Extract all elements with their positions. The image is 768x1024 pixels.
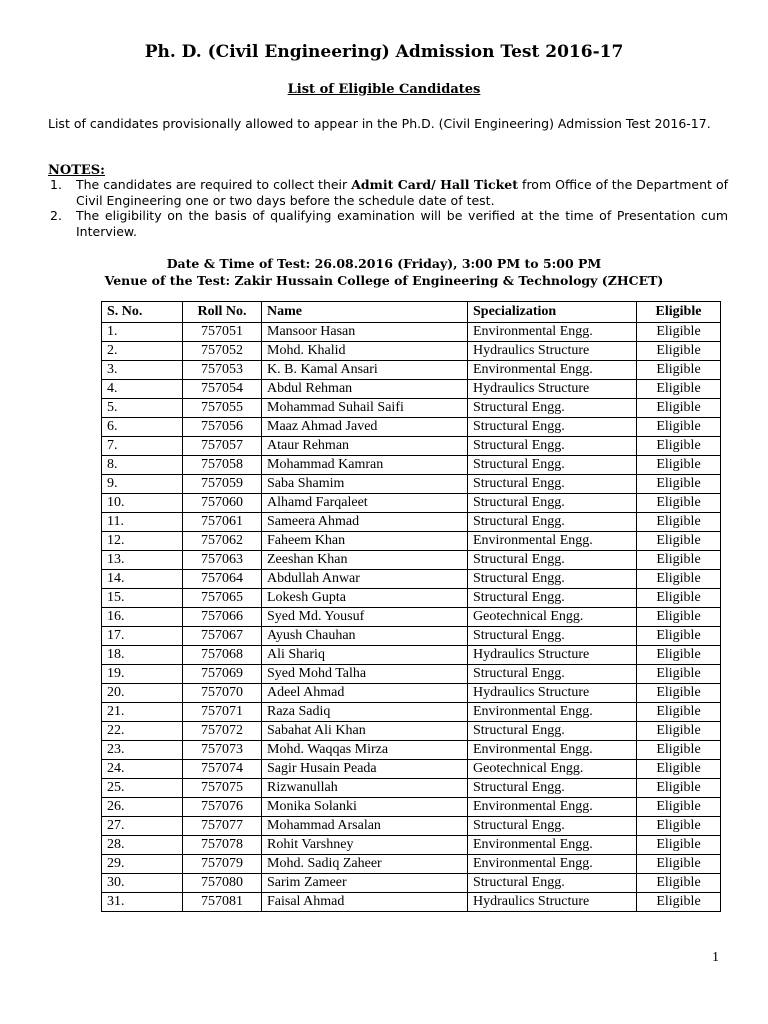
cell-roll-no: 757071 (183, 703, 262, 722)
table-row (102, 779, 721, 798)
cell-sno: 28. (102, 836, 183, 855)
cell-roll-no: 757051 (183, 323, 262, 342)
cell-eligible: Eligible (637, 399, 721, 418)
cell-specialization: Structural Engg. (468, 513, 637, 532)
table-row (102, 532, 721, 551)
cell-sno: 15. (102, 589, 183, 608)
cell-specialization: Environmental Engg. (468, 836, 637, 855)
table-row (102, 608, 721, 627)
cell-eligible: Eligible (637, 684, 721, 703)
cell-name: Abdul Rehman (262, 380, 468, 399)
header-name: Name (262, 302, 468, 323)
note-item (50, 208, 728, 239)
cell-sno: 24. (102, 760, 183, 779)
cell-roll-no: 757068 (183, 646, 262, 665)
cell-specialization: Structural Engg. (468, 456, 637, 475)
note-text: The eligibility on the basis of qualifying examination will be verified at the time of Presentation cum Interview. (76, 208, 728, 239)
table-row (102, 589, 721, 608)
cell-specialization: Hydraulics Structure (468, 893, 637, 912)
cell-roll-no: 757074 (183, 760, 262, 779)
table-row (102, 703, 721, 722)
header-specialization: Specialization (468, 302, 637, 323)
table-row (102, 855, 721, 874)
cell-eligible: Eligible (637, 551, 721, 570)
cell-specialization: Structural Engg. (468, 399, 637, 418)
cell-roll-no: 757054 (183, 380, 262, 399)
cell-specialization: Structural Engg. (468, 475, 637, 494)
cell-eligible: Eligible (637, 836, 721, 855)
table-row (102, 760, 721, 779)
cell-roll-no: 757060 (183, 494, 262, 513)
table-row (102, 361, 721, 380)
cell-sno: 22. (102, 722, 183, 741)
cell-eligible: Eligible (637, 570, 721, 589)
cell-roll-no: 757058 (183, 456, 262, 475)
cell-roll-no: 757080 (183, 874, 262, 893)
cell-name: Raza Sadiq (262, 703, 468, 722)
table-row (102, 342, 721, 361)
cell-eligible: Eligible (637, 494, 721, 513)
cell-name: Sameera Ahmad (262, 513, 468, 532)
cell-roll-no: 757059 (183, 475, 262, 494)
table-row (102, 456, 721, 475)
cell-specialization: Structural Engg. (468, 627, 637, 646)
cell-specialization: Environmental Engg. (468, 798, 637, 817)
cell-sno: 3. (102, 361, 183, 380)
cell-eligible: Eligible (637, 627, 721, 646)
cell-roll-no: 757064 (183, 570, 262, 589)
cell-eligible: Eligible (637, 703, 721, 722)
cell-eligible: Eligible (637, 665, 721, 684)
note-number: 2. (50, 208, 62, 223)
cell-eligible: Eligible (637, 342, 721, 361)
cell-roll-no: 757065 (183, 589, 262, 608)
cell-name: Mohd. Waqqas Mirza (262, 741, 468, 760)
table-row (102, 551, 721, 570)
cell-specialization: Environmental Engg. (468, 532, 637, 551)
cell-eligible: Eligible (637, 855, 721, 874)
table-row (102, 494, 721, 513)
notes-list (50, 177, 728, 239)
cell-sno: 12. (102, 532, 183, 551)
note-item (50, 177, 728, 208)
cell-eligible: Eligible (637, 361, 721, 380)
cell-specialization: Structural Engg. (468, 437, 637, 456)
cell-name: Saba Shamim (262, 475, 468, 494)
cell-sno: 27. (102, 817, 183, 836)
cell-eligible: Eligible (637, 893, 721, 912)
cell-sno: 10. (102, 494, 183, 513)
cell-name: Sarim Zameer (262, 874, 468, 893)
cell-specialization: Structural Engg. (468, 418, 637, 437)
cell-specialization: Structural Engg. (468, 570, 637, 589)
cell-name: Mohammad Kamran (262, 456, 468, 475)
cell-roll-no: 757067 (183, 627, 262, 646)
header-sno: S. No. (102, 302, 183, 323)
cell-specialization: Environmental Engg. (468, 323, 637, 342)
cell-eligible: Eligible (637, 817, 721, 836)
cell-roll-no: 757081 (183, 893, 262, 912)
table-row (102, 418, 721, 437)
table-row (102, 437, 721, 456)
cell-eligible: Eligible (637, 741, 721, 760)
cell-roll-no: 757055 (183, 399, 262, 418)
cell-specialization: Environmental Engg. (468, 703, 637, 722)
note-text: The candidates are required to collect their (76, 177, 352, 192)
cell-name: Mohammad Arsalan (262, 817, 468, 836)
cell-specialization: Environmental Engg. (468, 361, 637, 380)
cell-name: Ayush Chauhan (262, 627, 468, 646)
cell-roll-no: 757078 (183, 836, 262, 855)
table-body (102, 323, 721, 912)
cell-eligible: Eligible (637, 874, 721, 893)
note-emphasis: Admit Card/ Hall Ticket (351, 177, 519, 192)
cell-specialization: Hydraulics Structure (468, 380, 637, 399)
cell-name: Syed Mohd Talha (262, 665, 468, 684)
cell-specialization: Structural Engg. (468, 874, 637, 893)
cell-sno: 5. (102, 399, 183, 418)
cell-name: Abdullah Anwar (262, 570, 468, 589)
cell-sno: 4. (102, 380, 183, 399)
cell-specialization: Structural Engg. (468, 817, 637, 836)
cell-roll-no: 757066 (183, 608, 262, 627)
table-row (102, 323, 721, 342)
cell-sno: 13. (102, 551, 183, 570)
cell-sno: 19. (102, 665, 183, 684)
cell-sno: 20. (102, 684, 183, 703)
cell-specialization: Structural Engg. (468, 589, 637, 608)
cell-name: Lokesh Gupta (262, 589, 468, 608)
cell-eligible: Eligible (637, 456, 721, 475)
cell-roll-no: 757063 (183, 551, 262, 570)
cell-roll-no: 757073 (183, 741, 262, 760)
intro-paragraph: List of candidates provisionally allowed to appear in the Ph.D. (Civil Engineering) Admission Test 2016-17. (48, 116, 711, 131)
candidates-table (101, 301, 721, 912)
cell-sno: 1. (102, 323, 183, 342)
cell-eligible: Eligible (637, 779, 721, 798)
table-row (102, 570, 721, 589)
cell-name: Ali Shariq (262, 646, 468, 665)
cell-sno: 23. (102, 741, 183, 760)
cell-roll-no: 757061 (183, 513, 262, 532)
table-header-row (102, 302, 721, 323)
cell-name: Mohd. Sadiq Zaheer (262, 855, 468, 874)
cell-specialization: Hydraulics Structure (468, 646, 637, 665)
table-row (102, 722, 721, 741)
cell-sno: 11. (102, 513, 183, 532)
cell-specialization: Environmental Engg. (468, 855, 637, 874)
cell-name: Mansoor Hasan (262, 323, 468, 342)
table-row (102, 798, 721, 817)
cell-roll-no: 757052 (183, 342, 262, 361)
table-row (102, 475, 721, 494)
cell-sno: 9. (102, 475, 183, 494)
cell-sno: 6. (102, 418, 183, 437)
table-row (102, 836, 721, 855)
table-row (102, 646, 721, 665)
cell-roll-no: 757070 (183, 684, 262, 703)
cell-name: Sagir Husain Peada (262, 760, 468, 779)
cell-name: Monika Solanki (262, 798, 468, 817)
cell-eligible: Eligible (637, 418, 721, 437)
cell-eligible: Eligible (637, 437, 721, 456)
cell-name: Mohammad Suhail Saifi (262, 399, 468, 418)
header-roll-no: Roll No. (183, 302, 262, 323)
cell-specialization: Structural Engg. (468, 551, 637, 570)
cell-sno: 21. (102, 703, 183, 722)
page-number: 1 (712, 950, 719, 965)
table-row (102, 399, 721, 418)
cell-sno: 18. (102, 646, 183, 665)
cell-specialization: Hydraulics Structure (468, 684, 637, 703)
table-row (102, 513, 721, 532)
cell-eligible: Eligible (637, 608, 721, 627)
cell-eligible: Eligible (637, 646, 721, 665)
cell-sno: 30. (102, 874, 183, 893)
table-row (102, 893, 721, 912)
table-row (102, 874, 721, 893)
list-subtitle: List of Eligible Candidates (287, 82, 481, 97)
cell-specialization: Structural Engg. (468, 665, 637, 684)
note-number: 1. (50, 177, 62, 192)
cell-roll-no: 757072 (183, 722, 262, 741)
cell-name: Syed Md. Yousuf (262, 608, 468, 627)
header-eligible: Eligible (637, 302, 721, 323)
cell-roll-no: 757077 (183, 817, 262, 836)
cell-name: Alhamd Farqaleet (262, 494, 468, 513)
cell-sno: 31. (102, 893, 183, 912)
cell-eligible: Eligible (637, 475, 721, 494)
cell-eligible: Eligible (637, 323, 721, 342)
cell-roll-no: 757075 (183, 779, 262, 798)
cell-roll-no: 757069 (183, 665, 262, 684)
test-venue: Venue of the Test: Zakir Hussain College of Engineering & Technology (ZHCET) (104, 273, 664, 288)
table-row (102, 627, 721, 646)
cell-sno: 8. (102, 456, 183, 475)
cell-specialization: Hydraulics Structure (468, 342, 637, 361)
table-row (102, 380, 721, 399)
cell-roll-no: 757076 (183, 798, 262, 817)
cell-specialization: Environmental Engg. (468, 741, 637, 760)
cell-sno: 26. (102, 798, 183, 817)
cell-specialization: Geotechnical Engg. (468, 608, 637, 627)
cell-sno: 2. (102, 342, 183, 361)
cell-roll-no: 757056 (183, 418, 262, 437)
cell-sno: 14. (102, 570, 183, 589)
table-row (102, 665, 721, 684)
cell-name: Maaz Ahmad Javed (262, 418, 468, 437)
cell-roll-no: 757057 (183, 437, 262, 456)
notes-heading: NOTES: (48, 163, 105, 178)
cell-name: Rohit Varshney (262, 836, 468, 855)
cell-name: Adeel Ahmad (262, 684, 468, 703)
cell-name: K. B. Kamal Ansari (262, 361, 468, 380)
cell-eligible: Eligible (637, 760, 721, 779)
cell-eligible: Eligible (637, 513, 721, 532)
cell-eligible: Eligible (637, 798, 721, 817)
cell-eligible: Eligible (637, 380, 721, 399)
cell-roll-no: 757079 (183, 855, 262, 874)
cell-sno: 17. (102, 627, 183, 646)
cell-name: Mohd. Khalid (262, 342, 468, 361)
test-date-time: Date & Time of Test: 26.08.2016 (Friday), 3:00 PM to 5:00 PM (166, 256, 602, 271)
page-title: Ph. D. (Civil Engineering) Admission Test 2016-17 (144, 42, 624, 62)
cell-eligible: Eligible (637, 722, 721, 741)
cell-specialization: Structural Engg. (468, 722, 637, 741)
table-row (102, 817, 721, 836)
cell-sno: 7. (102, 437, 183, 456)
cell-sno: 29. (102, 855, 183, 874)
cell-name: Sabahat Ali Khan (262, 722, 468, 741)
cell-name: Faisal Ahmad (262, 893, 468, 912)
cell-roll-no: 757062 (183, 532, 262, 551)
note-text-rest: from Office of the Department of Civil Engineering one or two days before the schedule date of test. (76, 177, 729, 208)
cell-sno: 25. (102, 779, 183, 798)
cell-name: Ataur Rehman (262, 437, 468, 456)
cell-name: Faheem Khan (262, 532, 468, 551)
cell-name: Rizwanullah (262, 779, 468, 798)
cell-specialization: Structural Engg. (468, 779, 637, 798)
table-row (102, 741, 721, 760)
cell-sno: 16. (102, 608, 183, 627)
cell-eligible: Eligible (637, 532, 721, 551)
table-row (102, 684, 721, 703)
cell-name: Zeeshan Khan (262, 551, 468, 570)
cell-specialization: Geotechnical Engg. (468, 760, 637, 779)
cell-specialization: Structural Engg. (468, 494, 637, 513)
cell-eligible: Eligible (637, 589, 721, 608)
cell-roll-no: 757053 (183, 361, 262, 380)
